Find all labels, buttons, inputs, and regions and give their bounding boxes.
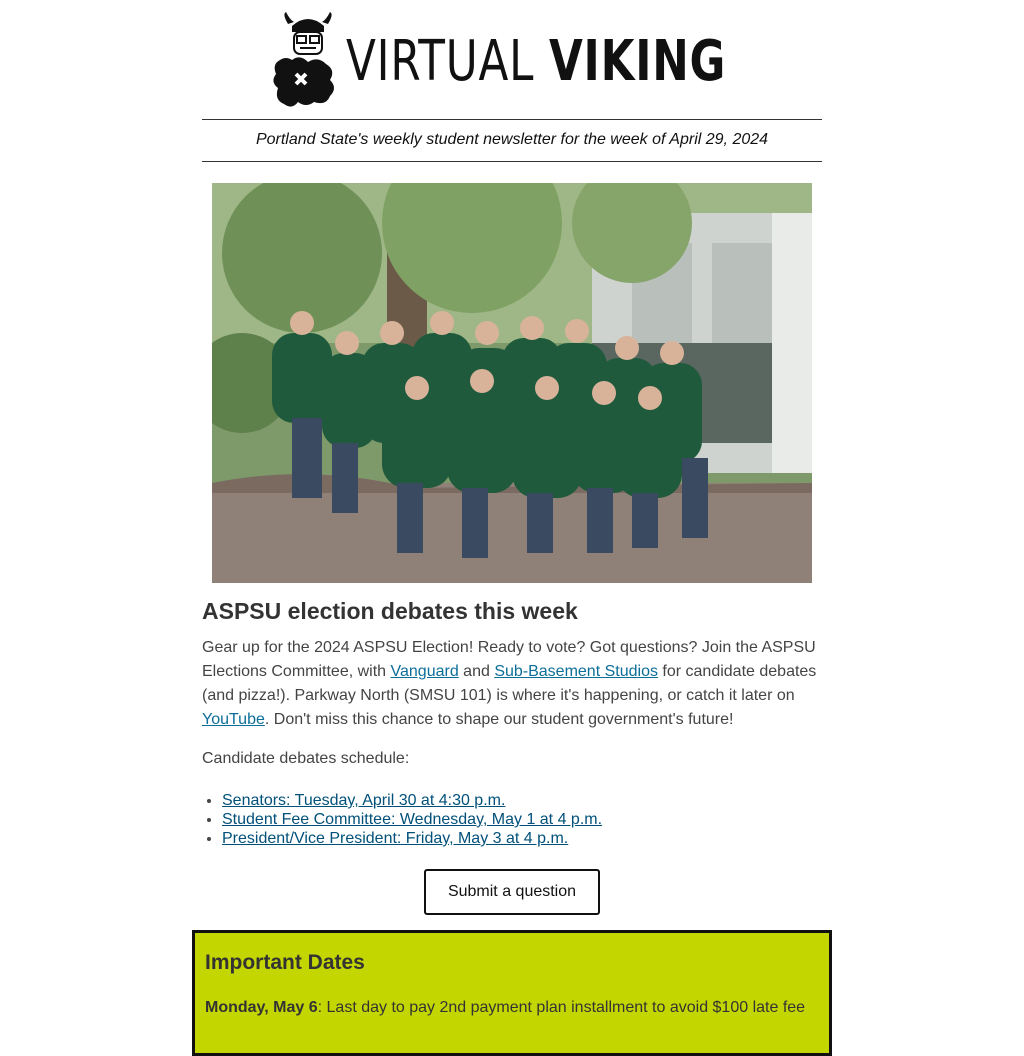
- title-part-1: VIRTUAL: [346, 29, 535, 94]
- masthead: [270, 12, 750, 112]
- article-headline: ASPSU election debates this week: [202, 598, 578, 624]
- date-text: : Last day to pay 2nd payment plan installment to avoid $100 late fee: [317, 999, 806, 1016]
- important-dates-box: [192, 930, 832, 1056]
- tagline: Portland State's weekly student newsletter for the week of April 29, 2024: [255, 131, 769, 148]
- newsletter-title: [346, 30, 726, 94]
- list-item: [222, 829, 602, 848]
- schedule-link-senators[interactable]: Senators: Tuesday, April 30 at 4:30 p.m.: [222, 792, 506, 809]
- body-text-1: Gear up for the 2024 ASPSU Election! Ready to vote? Got questions? Join the ASPSU Elections Committee, with: [202, 639, 816, 680]
- body-text-3: for candidate debates (and pizza!). Parkway North (SMSU 101) is where it's happening, or catch it later on: [202, 663, 817, 704]
- body-text-2: and: [458, 663, 495, 680]
- schedule-link-fee-committee[interactable]: Student Fee Committee: Wednesday, May 1 at 4 p.m.: [222, 811, 603, 828]
- schedule-link-president[interactable]: President/Vice President: Friday, May 3 at 4 p.m.: [222, 830, 569, 847]
- article-body: [202, 636, 824, 732]
- viking-mascot-icon: [270, 12, 338, 110]
- youtube-link[interactable]: YouTube: [202, 711, 265, 728]
- schedule-intro: Candidate debates schedule:: [202, 750, 410, 767]
- list-item: [222, 791, 602, 810]
- important-dates-title: Important Dates: [205, 951, 365, 974]
- title-part-2: VIKING: [548, 29, 727, 94]
- divider-bottom: [202, 161, 822, 162]
- list-item: [222, 810, 602, 829]
- date-day: Monday, May 6: [205, 999, 318, 1016]
- important-date-item: [205, 999, 805, 1017]
- vanguard-link[interactable]: Vanguard: [390, 663, 459, 680]
- divider-top: [202, 119, 822, 120]
- sub-basement-studios-link[interactable]: Sub-Basement Studios: [494, 663, 658, 680]
- body-text-4: . Don't miss this chance to shape our student government's future!: [264, 711, 734, 728]
- debate-schedule-list: [202, 791, 602, 848]
- hero-photo: [212, 183, 812, 583]
- submit-question-button[interactable]: Submit a question: [424, 869, 600, 915]
